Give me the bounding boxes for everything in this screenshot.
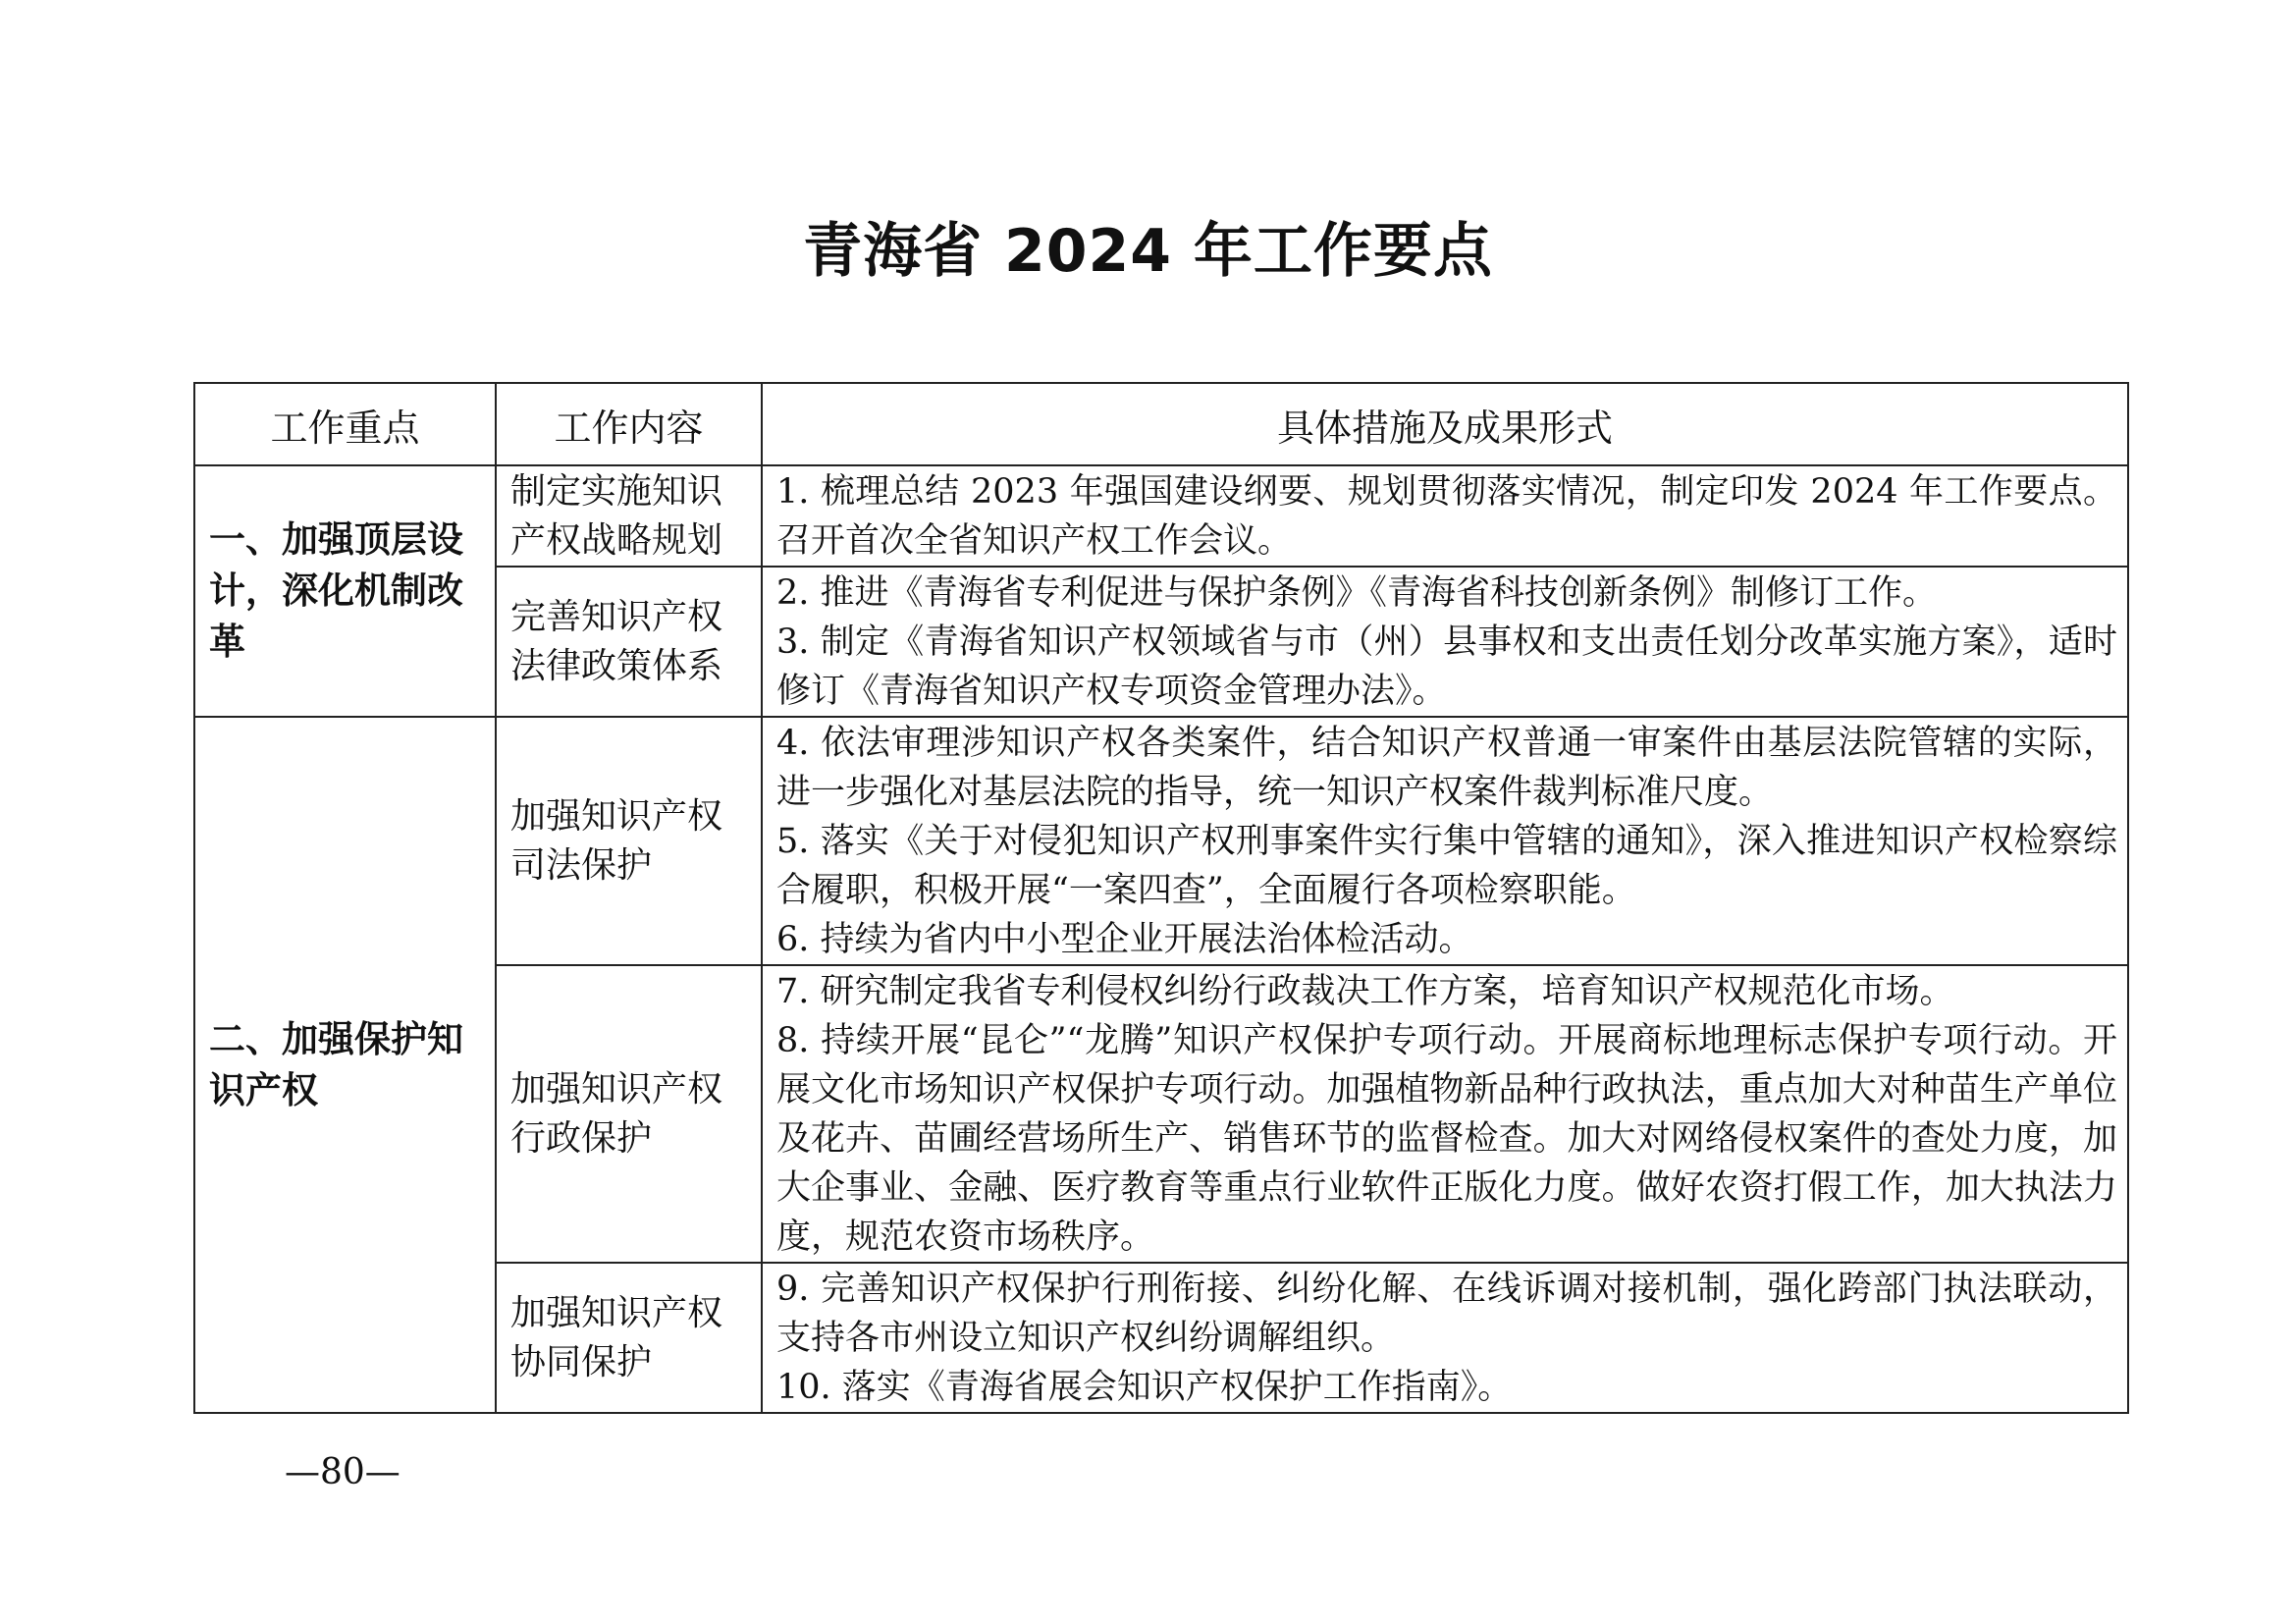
measure-item: 2. 推进《青海省专利促进与保护条例》《青海省科技创新条例》制修订工作。 [776, 572, 1938, 613]
work-content-cell: 加强知识产权司法保护 [496, 717, 762, 965]
work-content-cell: 完善知识产权法律政策体系 [496, 567, 762, 717]
page-number: —80— [285, 1452, 400, 1492]
measures-cell [762, 465, 2128, 567]
header-measures: 具体措施及成果形式 [762, 383, 2128, 465]
work-content-cell: 制定实施知识产权战略规划 [496, 465, 762, 567]
work-focus-cell: 二、加强保护知识产权 [194, 717, 496, 1413]
table-row [194, 717, 2128, 965]
measures-cell [762, 1263, 2128, 1413]
work-content-cell: 加强知识产权协同保护 [496, 1263, 762, 1413]
measures-cell [762, 965, 2128, 1263]
work-focus-cell: 一、加强顶层设计，深化机制改革 [194, 465, 496, 717]
measure-item: 7. 研究制定我省专利侵权纠纷行政裁决工作方案，培育知识产权规范化市场。 [776, 971, 1954, 1011]
table-row [194, 465, 2128, 567]
measure-item: 10. 落实《青海省展会知识产权保护工作指南》。 [776, 1367, 1513, 1407]
measure-item: 5. 落实《关于对侵犯知识产权刑事案件实行集中管辖的通知》，深入推进知识产权检察综合履职，积极开展“一案四查”，全面履行各项检察职能。 [776, 821, 2117, 910]
measure-item: 9. 完善知识产权保护行刑衔接、纠纷化解、在线诉调对接机制，强化跨部门执法联动，支持各市州设立知识产权纠纷调解组织。 [776, 1269, 2117, 1358]
measures-cell [762, 567, 2128, 717]
page-title: 青海省 2024 年工作要点 [803, 217, 1493, 286]
table-header-row [194, 383, 2128, 465]
measure-item: 8. 持续开展“昆仑”“龙腾”知识产权保护专项行动。开展商标地理标志保护专项行动。开展文化市场知识产权保护专项行动。加强植物新品种行政执法，重点加大对种苗生产单位及花卉、苗圃经营场所生产、销售环节的监督检查。加大对网络侵权案件的查处力度，加大企事业、金融、医疗教育等重点行业软件正版化力度。做好农资打假工作，加大执法力度，规范农资市场秩序。 [776, 1020, 2117, 1257]
measure-item: 1. 梳理总结 2023 年强国建设纲要、规划贯彻落实情况，制定印发 2024 年工作要点。召开首次全省知识产权工作会议。 [776, 471, 2117, 561]
measures-cell [762, 717, 2128, 965]
measure-item: 6. 持续为省内中小型企业开展法治体检活动。 [776, 919, 1473, 959]
header-work-content: 工作内容 [496, 383, 762, 465]
work-content-cell: 加强知识产权行政保护 [496, 965, 762, 1263]
measure-item: 3. 制定《青海省知识产权领域省与市（州）县事权和支出责任划分改革实施方案》，适时修订《青海省知识产权专项资金管理办法》。 [776, 622, 2117, 711]
measure-item: 4. 依法审理涉知识产权各类案件，结合知识产权普通一审案件由基层法院管辖的实际，进一步强化对基层法院的指导，统一知识产权案件裁判标准尺度。 [776, 723, 2117, 812]
header-work-focus: 工作重点 [194, 383, 496, 465]
work-plan-table [193, 382, 2129, 1414]
